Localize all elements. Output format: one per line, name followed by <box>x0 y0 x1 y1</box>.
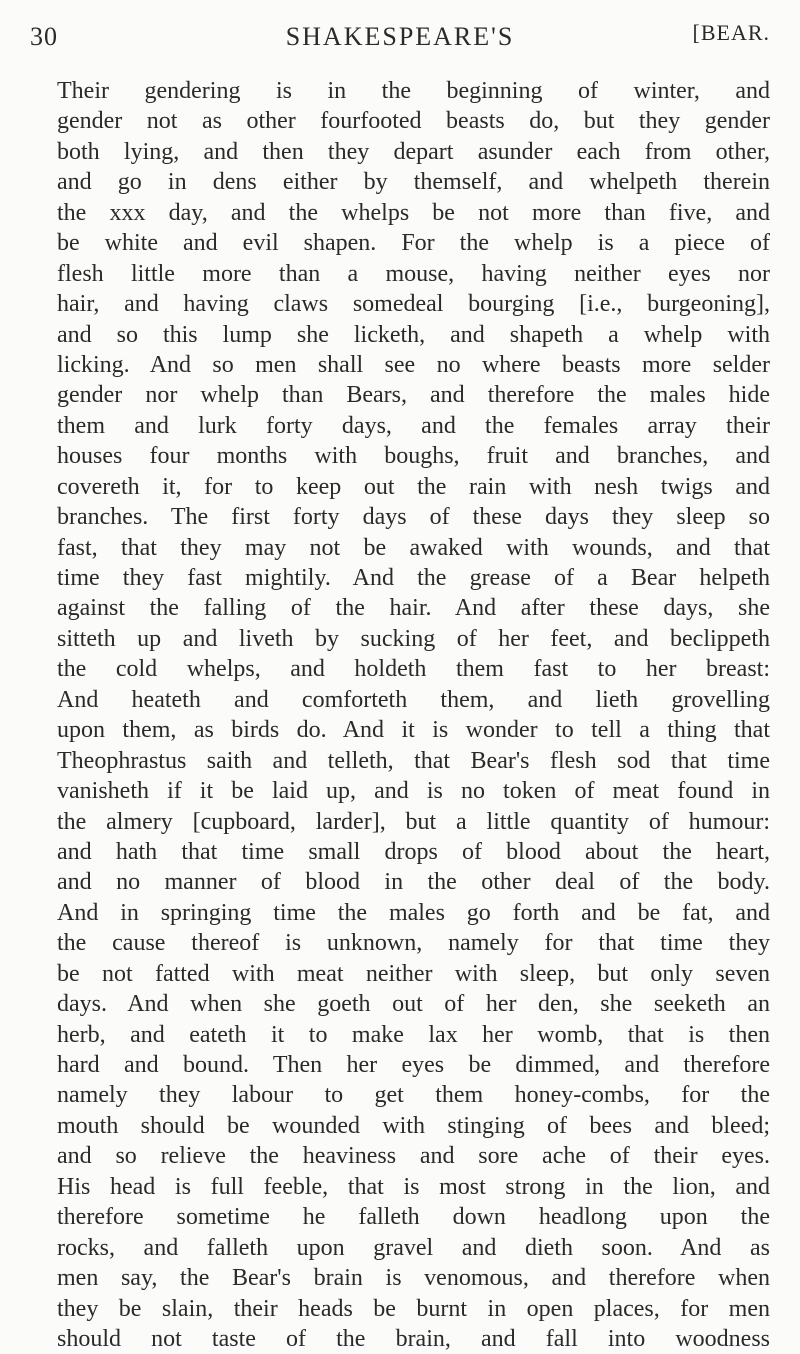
page-number: 30 <box>30 22 58 51</box>
text-line: and so relieve the heaviness and sore ache of their eyes. <box>57 1143 770 1170</box>
text-line: them and lurk forty days, and the females array their <box>57 412 770 439</box>
text-line: sitteth up and liveth by sucking of her feet, and beclippeth <box>57 625 770 652</box>
section-mark: [BEAR. <box>692 20 770 45</box>
text-line: mouth should be wounded with stinging of bees and bleed; <box>57 1112 770 1139</box>
text-line: the almery [cupboard, larder], but a little quantity of humour: <box>57 808 770 835</box>
text-line: time they fast mightily. And the grease of a Bear helpeth <box>57 565 770 591</box>
text-line: gender nor whelp than Bears, and therefore the males hide <box>57 382 770 409</box>
running-title: SHAKESPEARE'S <box>285 22 515 51</box>
text-line: be white and evil shapen. For the whelp is a piece of <box>57 230 770 257</box>
text-line: branches. The first forty days of these days they sleep so <box>57 504 770 531</box>
text-line: houses four months with boughs, fruit and branches, and <box>57 443 770 470</box>
text-line: His head is full feeble, that is most strong in the lion, and <box>57 1173 770 1200</box>
text-line: the xxx day, and the whelps be not more than five, and <box>57 199 770 226</box>
text-line: men say, the Bear's brain is venomous, and therefore when <box>57 1265 770 1292</box>
text-line: flesh little more than a mouse, having neither eyes nor <box>57 260 770 287</box>
text-line: should not taste of the brain, and fall into woodness <box>57 1325 770 1352</box>
text-line: days. And when she goeth out of her den, she seeketh an <box>57 991 770 1018</box>
text-line: therefore sometime he falleth down headlong upon the <box>57 1204 770 1231</box>
text-line: herb, and eateth it to make lax her womb, that is then <box>57 1021 770 1048</box>
text-line: rocks, and falleth upon gravel and dieth soon. And as <box>57 1234 770 1261</box>
text-line: And in springing time the males go forth and be fat, and <box>57 899 770 926</box>
text-line: And heateth and comforteth them, and lieth grovelling <box>57 686 770 713</box>
text-line: the cause thereof is unknown, namely for that time they <box>57 930 770 957</box>
text-line: the cold whelps, and holdeth them fast to her breast: <box>57 656 770 683</box>
text-line: and so this lump she licketh, and shapeth a whelp with <box>57 321 770 348</box>
text-line: Theophrastus saith and telleth, that Bear's flesh sod that time <box>57 747 770 774</box>
text-line: and hath that time small drops of blood about the heart, <box>57 838 770 865</box>
text-line: fast, that they may not be awaked with wounds, and that <box>57 534 770 561</box>
text-line: hard and bound. Then her eyes be dimmed, and therefore <box>57 1052 770 1078</box>
text-line: and go in dens either by themself, and whelpeth therein <box>57 169 770 196</box>
text-line: against the falling of the hair. And after these days, she <box>57 595 770 622</box>
text-line: vanisheth if it be laid up, and is no token of meat found in <box>57 778 770 805</box>
text-line: they be slain, their heads be burnt in open places, for men <box>57 1295 770 1322</box>
running-head <box>30 20 770 60</box>
text-line: upon them, as birds do. And it is wonder to tell a thing that <box>57 717 770 744</box>
text-line: and no manner of blood in the other deal of the body. <box>57 869 770 896</box>
text-line: Their gendering is in the beginning of winter, and <box>57 78 770 104</box>
body-text <box>57 76 770 1354</box>
text-line: be not fatted with meat neither with sleep, but only seven <box>57 960 770 987</box>
text-line: hair, and having claws somedeal bourging [i.e., burgeoning], <box>57 291 770 318</box>
text-line: namely they labour to get them honey-combs, for the <box>57 1082 770 1109</box>
text-line: both lying, and then they depart asunder each from other, <box>57 138 770 165</box>
text-line: gender not as other fourfooted beasts do, but they gender <box>57 108 770 135</box>
text-line: covereth it, for to keep out the rain with nesh twigs and <box>57 473 770 500</box>
text-line: licking. And so men shall see no where beasts more selder <box>57 351 770 378</box>
